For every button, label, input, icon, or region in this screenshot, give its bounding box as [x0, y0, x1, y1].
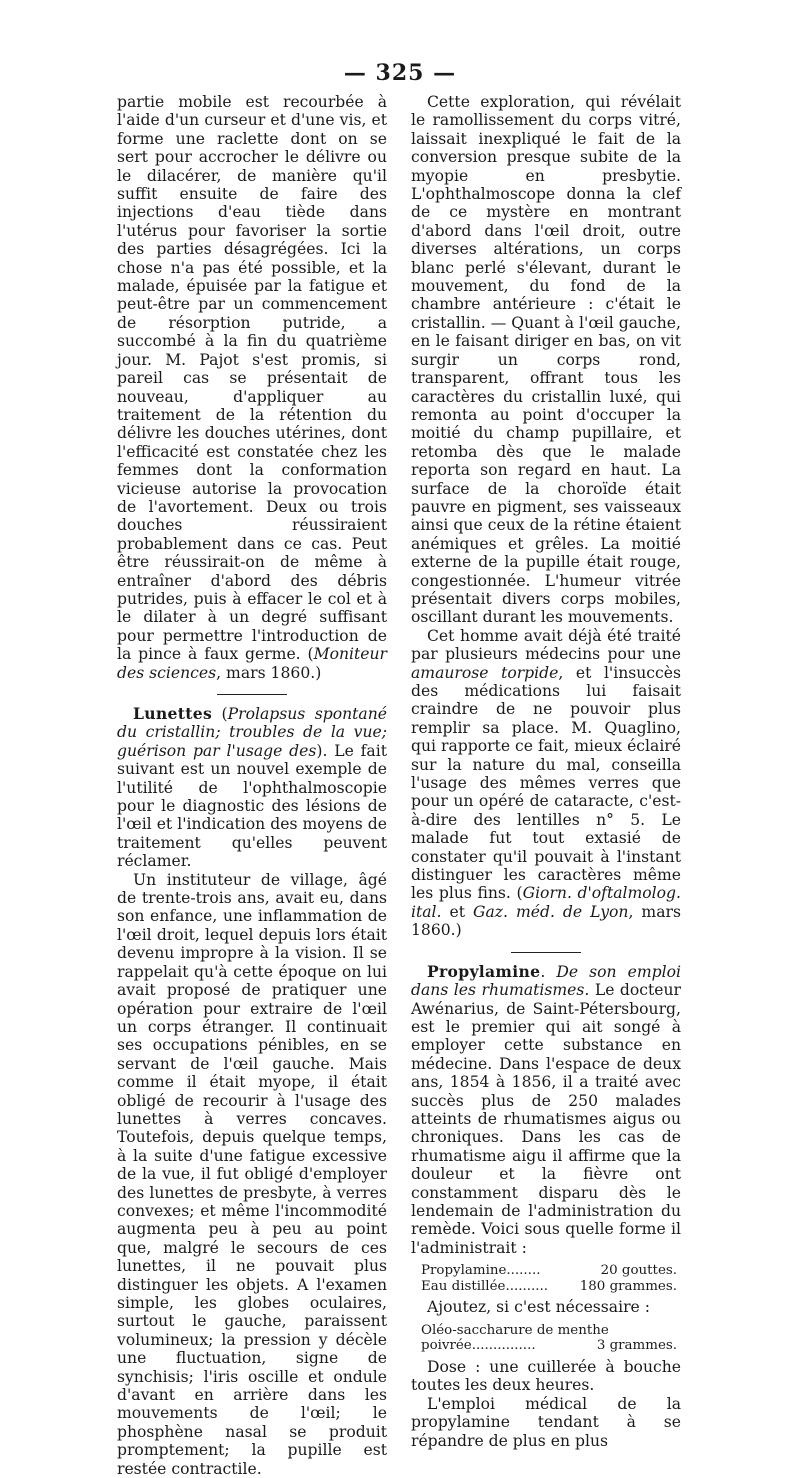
prescription-note: Ajoutez, si c'est nécessaire : — [427, 1298, 650, 1317]
section-divider — [511, 952, 581, 953]
paragraph-placenta: partie mobile est recourbée à l'aide d'un curseur et d'une vis, et forme une raclette dont on se sert pour accrocher le délivre ou le dilacérer, de manière qu'il suffit ensuite de faire des injections d'eau tiède dans l'utérus pour favoriser la sortie des parties désagrégées. Ici la chose n'a pas été possible, et la malade, épuisée par la fatigue et peut-être par un commencement de résorption putride, a succombé à la fin du quatrième jour. M. Pajot s'est promis, si pareil cas se présentait de nouveau, d'appliquer au traitement de la rétention du délivre les douches utérines, dont l'efficacité est constatée chez les femmes dont la conformation vicieuse autorise la provocation de l'avortement. Deux ou trois douches réussiraient probablement dans ce cas. Peut être réussirait-on de même à entraîner d'abord des débris putrides, puis à effacer le col et à le dilater à un degré suffisant pour permettre l'introduction de la pince à faux germe. (Moniteur des sciences, mars 1860.) — [117, 93, 387, 682]
section-subtitle-propylamine: De son emploi dans les rhumatismes — [411, 962, 681, 1000]
prescription-row: poivrée............... 3 grammes. — [421, 1338, 677, 1354]
paragraph-last: L'emploi médical de la propylamine tendant à se répandre de plus en plus — [411, 1394, 681, 1450]
source-citation: Gaz. méd. de Lyon — [473, 902, 629, 921]
section-divider — [217, 694, 287, 695]
section-subtitle-lunettes: Prolapsus spontané du cristallin; troubles de la vue; guérison par l'usage des — [117, 705, 388, 760]
prescription-row: Propylamine........ 20 gouttes. — [421, 1263, 677, 1279]
section-heading-lunettes: Lunettes — [133, 704, 213, 723]
paragraph-case: Un instituteur de village, âgé de trente-trois ans, avait eu, dans son enfance, une inflammation de l'œil droit, lequel depuis lors était devenu impropre à la vision. Il se rappelait qu'à cette époque on lui avait proposé de pratiquer une opération pour extraire de l'œil un corps étranger. Il continuait ses occupations pénibles, en se servant de l'œil gauche. Mais comme il était myope, il était obligé de recourir à l'usage des lunettes à verres concaves. Toutefois, depuis quelque temps, à la suite d'une fatigue excessive de la vue, il fut obligé d'employer des lunettes de presbyte, à verres convexes; et même l'incommodité augmenta peu à peu au point que, malgré le secours de ces lunettes, il ne pouvait plus distinguer les objets. A l'examen simple, les globes oculaires, surtout le gauche, paraissent volumineux; la pression y décèle une fluctuation, signe de synchisis; l'iris oscille et ondule d'avant en arrière dans les mouvements de l'œil; le phosphène nasal se produit promptement; la pupille est restée contractile. — [117, 870, 387, 1478]
dose-instruction: Dose : une cuillerée à bouche toutes les deux heures. — [411, 1357, 681, 1395]
prescription-row: Eau distillée.......... 180 grammes. — [421, 1278, 677, 1294]
page-number: — 325 — — [343, 60, 457, 86]
source-citation: Moniteur des sciences — [117, 645, 387, 682]
paragraph-exploration: Cette exploration, qui révélait le ramollissement du corps vitré, laissait inexpliqué le fait de la conversion presque subite de la myopie en presbytie. L'ophthalmoscope donna la clef de ce mystère en montrant d'abord dans l'œil droit, outre diverses altérations, un corps blanc perlé s'élevant, durant le mouvement, du fond de la chambre antérieure : c'était le cristallin. — Quant à l'œil gauche, en le faisant diriger en bas, on vit surgir un corps rond, transparent, offrant tous les caractères du cristallin luxé, qui remonta au point d'occuper la moitié du champ pupillaire, et retomba dès que le malade reporta son regard en haut. La surface de la choroïde était pauvre en pigment, ses vaisseaux ainsi que ceux de la rétine étaient anémiques et grêles. La moitié externe de la pupille était rouge, congestionnée. L'humeur vitrée présentait divers corps mobiles, oscillant durant les mouvements. — [411, 93, 681, 627]
source-citation: Giorn. d'oftalmolog. ital. — [411, 884, 681, 921]
section-lunettes: Lunettes (Prolapsus spontané du cristallin; troubles de la vue; guérison par l'usage des). Le fait suivant est un nouvel exemple de l'utilité de l'ophthalmoscopie pour le diagnostic des lésions de l'œil et l'indication des moyens de traitement qu'elles peuvent réclamer. — [117, 704, 388, 871]
left-column — [117, 93, 387, 1478]
section-propylamine: Propylamine. De son emploi dans les rhumatismes. Le docteur Awénarius, de Saint-Pétersbourg, est le premier qui ait songé à employer cette substance en médecine. Dans l'espace de deux ans, 1854 à 1856, il a traité avec succès plus de 250 malades atteints de rhumatismes aigus ou chroniques. Dans les cas de rhumatisme aigu il affirme que la douleur et la fièvre ont constamment disparu dès le lendemain de l'administration du remède. Voici sous quelle forme il l'administrait : — [411, 961, 681, 1257]
section-heading-propylamine: Propylamine — [427, 961, 541, 981]
paragraph-treatment: Cet homme avait déjà été traité par plusieurs médecins pour une amaurose torpide, et l'insuccès des médications lui faisait craindre de ne pouvoir plus remplir sa place. M. Quaglino, qui rapporte ce fait, mieux éclairé sur la nature du mal, conseilla l'usage des mêmes verres que pour un opéré de cataracte, c'est-à-dire des lentilles n° 5. Le malade fut tout extasié de constater qu'il pouvait à l'instant distinguer les caractères même les plus fins. (Giorn. d'oftalmolog. ital. et Gaz. méd. de Lyon, mars 1860.) — [411, 626, 681, 940]
prescription-table-extra: Oléo-saccharure de menthe poivrée............... 3 grammes. — [421, 1323, 681, 1354]
right-column — [411, 93, 681, 1450]
prescription-table — [421, 1263, 681, 1294]
